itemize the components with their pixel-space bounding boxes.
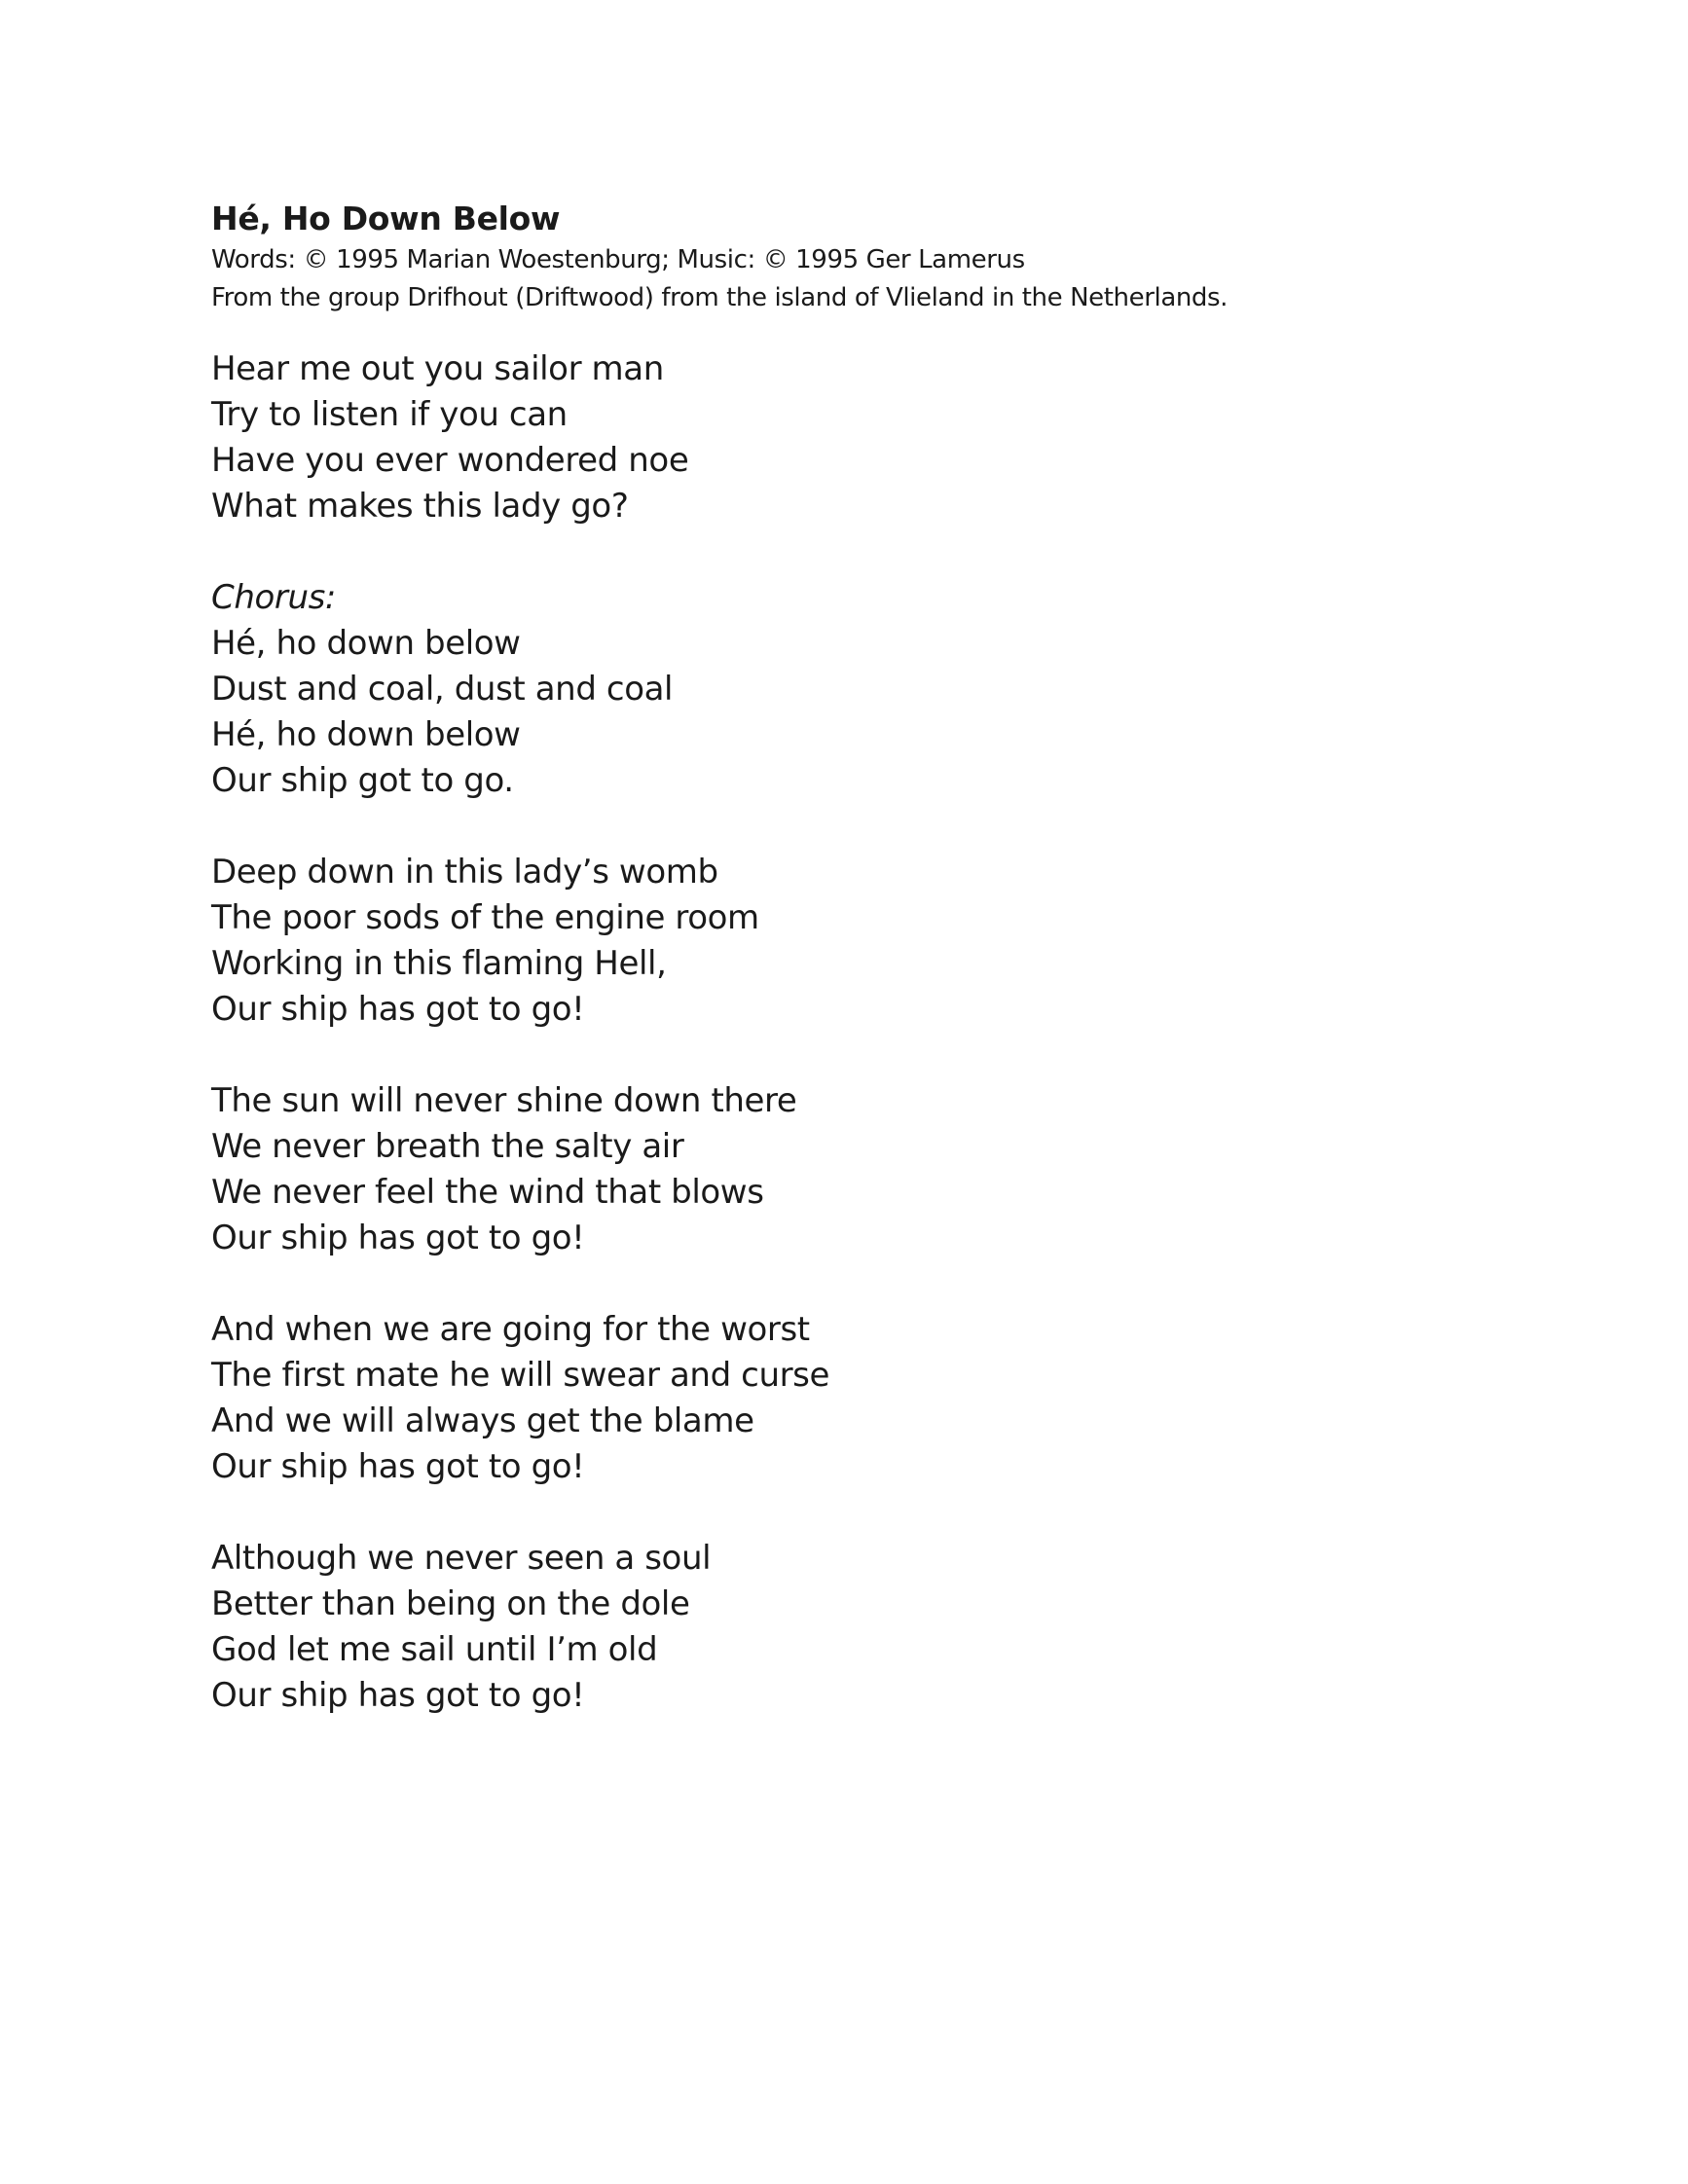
lyric-line: The poor sods of the engine room [211, 898, 759, 937]
lyric-line: The sun will never shine down there [211, 1081, 797, 1120]
lyric-line: We never feel the wind that blows [211, 1173, 764, 1212]
lyric-line: Working in this flaming Hell, [211, 944, 667, 983]
lyric-line: Our ship has got to go! [211, 990, 585, 1029]
lyric-line: Hé, ho down below [211, 715, 521, 754]
origin-line: From the group Drifhout (Driftwood) from the island of Vlieland in the Netherlands. [211, 283, 1229, 312]
lyric-line: And when we are going for the worst [211, 1310, 810, 1349]
song-title: Hé, Ho Down Below [211, 200, 561, 237]
verse-3 [211, 1078, 1574, 1261]
lyric-line: Better than being on the dole [211, 1584, 690, 1623]
lyric-line: God let me sail until I’m old [211, 1630, 658, 1669]
lyric-line: Although we never seen a soul [211, 1539, 712, 1578]
chorus [211, 575, 1574, 804]
verse-2 [211, 850, 1574, 1033]
chorus-label: Chorus: [211, 578, 336, 617]
song-sheet [211, 197, 1574, 1765]
credit-line: Words: © 1995 Marian Woestenburg; Music: © 1995 Ger Lamerus [211, 245, 1025, 274]
lyric-line: Deep down in this lady’s womb [211, 853, 718, 892]
verse-5 [211, 1536, 1574, 1719]
lyric-line: And we will always get the blame [211, 1401, 754, 1440]
lyric-line: Hé, ho down below [211, 624, 521, 663]
lyric-line: Our ship has got to go! [211, 1219, 585, 1257]
lyric-line: We never breath the salty air [211, 1127, 684, 1166]
lyric-line: Have you ever wondered noe [211, 441, 689, 480]
verse-4 [211, 1307, 1574, 1490]
lyric-line: Our ship has got to go! [211, 1676, 585, 1715]
lyric-line: Our ship got to go. [211, 761, 514, 800]
lyric-line: Dust and coal, dust and coal [211, 670, 674, 709]
lyric-line: Try to listen if you can [211, 395, 568, 434]
lyric-line: The first mate he will swear and curse [211, 1356, 830, 1395]
verse-1 [211, 346, 1574, 529]
lyric-line: What makes this lady go? [211, 487, 629, 526]
lyric-line: Hear me out you sailor man [211, 349, 664, 388]
lyric-line: Our ship has got to go! [211, 1447, 585, 1486]
lyrics [211, 346, 1574, 1719]
